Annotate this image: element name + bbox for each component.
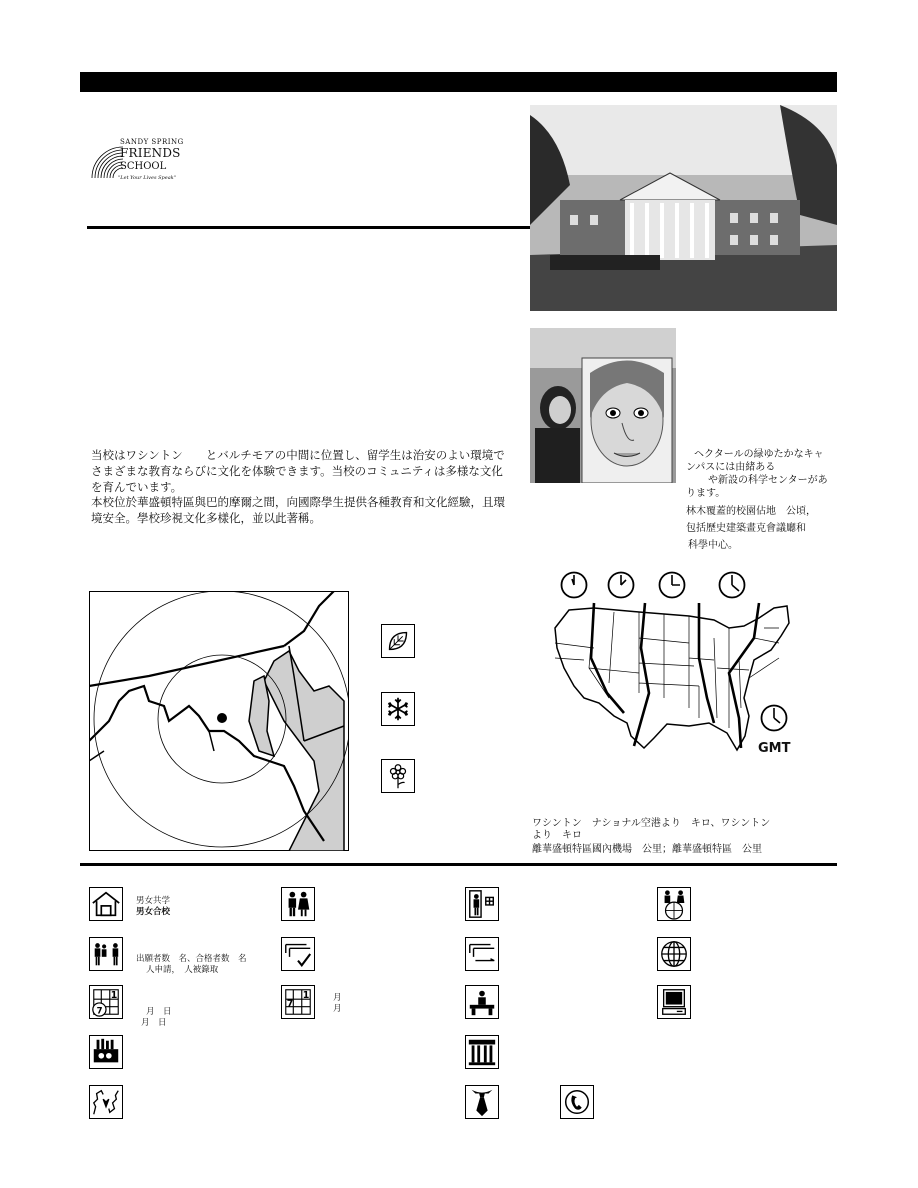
student-room-icon bbox=[465, 887, 499, 921]
boy-girl-icon bbox=[281, 887, 315, 921]
intro-chinese: 本校位於華盛頓特區與巴的摩爾之間，向國際學生提供各種教育和文化經驗，且環境安全。學校珍視文化多樣化，並以此著稱。 bbox=[91, 495, 505, 525]
rainbow-logo-icon bbox=[90, 145, 124, 179]
form-pen-icon bbox=[465, 937, 499, 971]
clock-icon bbox=[607, 571, 635, 599]
necktie-icon bbox=[465, 1085, 499, 1119]
logo-line-3: SCHOOL bbox=[120, 161, 167, 172]
leaf-icon bbox=[381, 624, 415, 658]
admissions-icon bbox=[89, 937, 123, 971]
clock-icon bbox=[560, 571, 588, 599]
map-caption bbox=[532, 818, 832, 856]
group-photo-icon bbox=[89, 1035, 123, 1069]
form-check-icon bbox=[281, 937, 315, 971]
telephone-icon bbox=[560, 1085, 594, 1119]
svg-text:7: 7 bbox=[96, 1005, 103, 1016]
svg-text:7: 7 bbox=[286, 998, 294, 1010]
column-building-icon bbox=[465, 1035, 499, 1069]
map-caption-zh-1: 離華盛頓特區國內機場 公里；離華盛頓特區 公里 bbox=[532, 844, 762, 855]
computer-icon bbox=[657, 985, 691, 1019]
flower-icon bbox=[381, 759, 415, 793]
campus-caption-zh-3: 科學中心。 bbox=[688, 540, 738, 551]
student-artwork-photo bbox=[530, 328, 676, 483]
campus-caption-zh bbox=[686, 503, 836, 554]
campus-caption-ja-3: や新設の科学センターがあ bbox=[708, 475, 828, 486]
region-map bbox=[89, 591, 349, 851]
campus-caption-zh-1: 林木覆蓋的校園佔地 公頃， bbox=[686, 506, 816, 517]
svg-text:1: 1 bbox=[110, 990, 118, 1002]
logo-line-1: SANDY SPRING bbox=[120, 138, 184, 146]
school-logo bbox=[90, 137, 190, 187]
two-people-globe-icon bbox=[657, 887, 691, 921]
months-line-2: 月 bbox=[333, 1004, 342, 1014]
admissions-zh: 人申請， 人被錄取 bbox=[146, 965, 219, 975]
logo-line-2: FRIENDS bbox=[120, 146, 181, 160]
teacher-desk-icon bbox=[465, 985, 499, 1019]
admissions-ja: 出願者数 名、合格者数 名 bbox=[136, 954, 247, 964]
campus-caption-ja-2: ンパスには由緒ある bbox=[686, 462, 776, 473]
map-caption-ja-1: ワシントン ナショナル空港より キロ、ワシントン bbox=[532, 818, 771, 829]
usa-timezone-map bbox=[549, 598, 794, 758]
talking-heads-icon bbox=[89, 1085, 123, 1119]
top-bar bbox=[80, 72, 837, 92]
gmt-label: GMT bbox=[758, 741, 791, 756]
header-rule bbox=[87, 226, 531, 229]
calendar-clock-icon bbox=[89, 985, 123, 1019]
section-rule bbox=[80, 863, 837, 866]
coed-ja: 男女共学 bbox=[136, 896, 171, 906]
svg-text:1: 1 bbox=[302, 990, 310, 1002]
map-caption-ja-2: より キロ bbox=[532, 830, 582, 841]
campus-caption-ja bbox=[686, 448, 836, 500]
clock-icon bbox=[658, 571, 686, 599]
campus-caption-ja-4: ります。 bbox=[686, 488, 726, 499]
coed-zh: 男女合校 bbox=[136, 907, 171, 917]
logo-tagline: "Let Your Lives Speak" bbox=[118, 175, 177, 181]
campus-building-photo bbox=[530, 105, 837, 311]
calendar-icon bbox=[281, 985, 315, 1019]
clock-icon bbox=[718, 571, 746, 599]
campus-caption-ja-1: ヘクタールの緑ゆたかなキャ bbox=[694, 449, 824, 460]
campus-caption-zh-2: 包括歷史建築畫克會議廳和 bbox=[686, 523, 806, 534]
dates-line-1: 月 日 bbox=[146, 1007, 172, 1017]
globe-icon bbox=[657, 937, 691, 971]
dates-line-2: 月 日 bbox=[141, 1018, 167, 1028]
house-icon bbox=[89, 887, 123, 921]
intro-japanese: 当校はワシントン とバルチモアの中間に位置し、留学生は治安のよい環境でさまざまな教育ならびに文化を体験できます。当校のコミュニティは多様な文化を育んでいます。 bbox=[91, 448, 505, 494]
months-line-1: 月 bbox=[333, 993, 342, 1003]
snowflake-icon bbox=[381, 692, 415, 726]
